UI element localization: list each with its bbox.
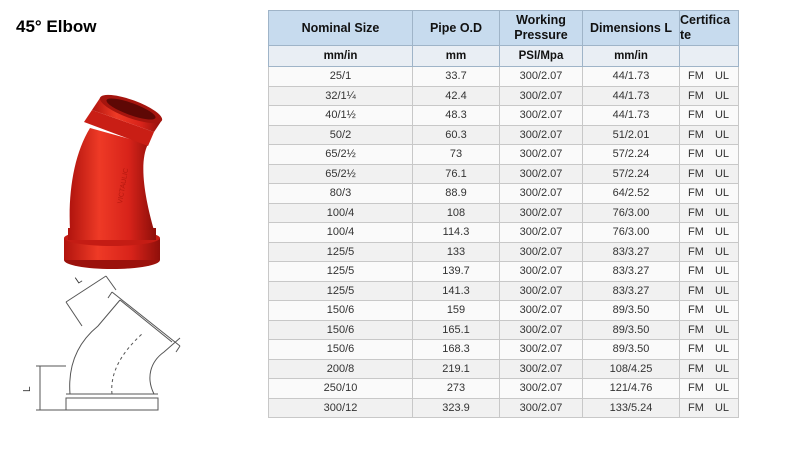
dimensions-cell: 57/2.24 — [583, 145, 680, 165]
working-pressure-cell: 300/2.07 — [500, 301, 583, 321]
table-header-row — [269, 11, 739, 46]
header-dimensions: Dimensions L — [583, 11, 680, 46]
nominal-size-cell: 32/1¼ — [269, 86, 413, 106]
certificate-cell: FM UL — [680, 281, 739, 301]
nominal-size-cell: 40/1½ — [269, 106, 413, 126]
working-pressure-cell: 300/2.07 — [500, 281, 583, 301]
dimensions-cell: 83/3.27 — [583, 281, 680, 301]
nominal-size-cell: 25/1 — [269, 67, 413, 87]
certificate-cell: FM UL — [680, 184, 739, 204]
table-row — [269, 242, 739, 262]
nominal-size-cell: 125/5 — [269, 262, 413, 282]
header-certificate-text: Certifica te — [680, 13, 731, 42]
pipe-od-cell: 114.3 — [413, 223, 500, 243]
nominal-size-cell: 150/6 — [269, 320, 413, 340]
unit-pipe-od: mm — [413, 46, 500, 67]
working-pressure-cell: 300/2.07 — [500, 340, 583, 360]
working-pressure-cell: 300/2.07 — [500, 145, 583, 165]
dimensions-cell: 133/5.24 — [583, 398, 680, 418]
page-title: 45° Elbow — [16, 17, 97, 36]
header-nominal-size: Nominal Size — [269, 11, 413, 46]
dimensions-cell: 83/3.27 — [583, 262, 680, 282]
table-row — [269, 203, 739, 223]
header-working-pressure-text: Working Pressure — [514, 13, 568, 42]
pipe-od-cell: 88.9 — [413, 184, 500, 204]
certificate-cell: FM UL — [680, 301, 739, 321]
pipe-od-cell: 219.1 — [413, 359, 500, 379]
table-row — [269, 106, 739, 126]
pipe-od-cell: 323.9 — [413, 398, 500, 418]
nominal-size-cell: 65/2½ — [269, 145, 413, 165]
svg-text:VICTAULIC: VICTAULIC — [117, 167, 131, 205]
certificate-cell: FM UL — [680, 320, 739, 340]
nominal-size-cell: 100/4 — [269, 223, 413, 243]
nominal-size-cell: 125/5 — [269, 242, 413, 262]
certificate-cell: FM UL — [680, 106, 739, 126]
specification-table — [268, 10, 739, 418]
working-pressure-cell: 300/2.07 — [500, 106, 583, 126]
certificate-cell: FM UL — [680, 164, 739, 184]
pipe-od-cell: 42.4 — [413, 86, 500, 106]
certificate-cell: FM UL — [680, 203, 739, 223]
nominal-size-cell: 100/4 — [269, 203, 413, 223]
certificate-cell: FM UL — [680, 145, 739, 165]
header-working-pressure — [500, 11, 583, 46]
dimensions-cell: 57/2.24 — [583, 164, 680, 184]
nominal-size-cell: 65/2½ — [269, 164, 413, 184]
nominal-size-cell: 125/5 — [269, 281, 413, 301]
dimension-label-diagonal: L — [73, 274, 85, 287]
nominal-size-cell: 300/12 — [269, 398, 413, 418]
working-pressure-cell: 300/2.07 — [500, 184, 583, 204]
elbow-photo — [50, 92, 180, 272]
working-pressure-cell: 300/2.07 — [500, 125, 583, 145]
pipe-od-cell: 141.3 — [413, 281, 500, 301]
pipe-od-cell: 48.3 — [413, 106, 500, 126]
certificate-cell: FM UL — [680, 262, 739, 282]
pipe-od-cell: 108 — [413, 203, 500, 223]
pipe-od-cell: 159 — [413, 301, 500, 321]
table-row — [269, 301, 739, 321]
working-pressure-cell: 300/2.07 — [500, 262, 583, 282]
table-row — [269, 281, 739, 301]
working-pressure-cell: 300/2.07 — [500, 359, 583, 379]
working-pressure-cell: 300/2.07 — [500, 67, 583, 87]
dimensions-cell: 108/4.25 — [583, 359, 680, 379]
certificate-cell: FM UL — [680, 86, 739, 106]
nominal-size-cell: 50/2 — [269, 125, 413, 145]
unit-nominal-size: mm/in — [269, 46, 413, 67]
pipe-od-cell: 133 — [413, 242, 500, 262]
unit-certificate — [680, 46, 739, 67]
table-row — [269, 125, 739, 145]
table-row — [269, 379, 739, 399]
dimension-label-vertical: L — [22, 386, 33, 392]
table-row — [269, 359, 739, 379]
certificate-cell: FM UL — [680, 398, 739, 418]
table-row — [269, 145, 739, 165]
dimensions-cell: 44/1.73 — [583, 67, 680, 87]
certificate-cell: FM UL — [680, 67, 739, 87]
table-row — [269, 320, 739, 340]
working-pressure-cell: 300/2.07 — [500, 320, 583, 340]
nominal-size-cell: 80/3 — [269, 184, 413, 204]
table-row — [269, 223, 739, 243]
certificate-cell: FM UL — [680, 223, 739, 243]
certificate-cell: FM UL — [680, 359, 739, 379]
table-units-row — [269, 46, 739, 67]
working-pressure-cell: 300/2.07 — [500, 398, 583, 418]
table-row — [269, 67, 739, 87]
working-pressure-cell: 300/2.07 — [500, 242, 583, 262]
pipe-od-cell: 139.7 — [413, 262, 500, 282]
dimensions-cell: 76/3.00 — [583, 223, 680, 243]
pipe-od-cell: 165.1 — [413, 320, 500, 340]
nominal-size-cell: 150/6 — [269, 340, 413, 360]
nominal-size-cell: 150/6 — [269, 301, 413, 321]
header-pipe-od: Pipe O.D — [413, 11, 500, 46]
working-pressure-cell: 300/2.07 — [500, 379, 583, 399]
table-row — [269, 262, 739, 282]
pipe-od-cell: 168.3 — [413, 340, 500, 360]
dimensions-cell: 76/3.00 — [583, 203, 680, 223]
table-row — [269, 86, 739, 106]
dimensions-cell: 89/3.50 — [583, 340, 680, 360]
dimensions-cell: 83/3.27 — [583, 242, 680, 262]
table-body — [269, 67, 739, 418]
header-certificate — [680, 11, 739, 46]
certificate-cell: FM UL — [680, 379, 739, 399]
dimensions-cell: 121/4.76 — [583, 379, 680, 399]
working-pressure-cell: 300/2.07 — [500, 223, 583, 243]
table-row — [269, 184, 739, 204]
pipe-od-cell: 76.1 — [413, 164, 500, 184]
pipe-od-cell: 33.7 — [413, 67, 500, 87]
dimensions-cell: 44/1.73 — [583, 106, 680, 126]
nominal-size-cell: 250/10 — [269, 379, 413, 399]
certificate-cell: FM UL — [680, 340, 739, 360]
certificate-cell: FM UL — [680, 242, 739, 262]
nominal-size-cell: 200/8 — [269, 359, 413, 379]
pipe-od-cell: 273 — [413, 379, 500, 399]
pipe-od-cell: 73 — [413, 145, 500, 165]
table-row — [269, 340, 739, 360]
unit-dimensions: mm/in — [583, 46, 680, 67]
elbow-dimension-drawing — [20, 270, 190, 440]
dimensions-cell: 51/2.01 — [583, 125, 680, 145]
unit-working-pressure: PSI/Mpa — [500, 46, 583, 67]
dimensions-cell: 64/2.52 — [583, 184, 680, 204]
dimensions-cell: 89/3.50 — [583, 301, 680, 321]
working-pressure-cell: 300/2.07 — [500, 203, 583, 223]
certificate-cell: FM UL — [680, 125, 739, 145]
dimensions-cell: 44/1.73 — [583, 86, 680, 106]
dimensions-cell: 89/3.50 — [583, 320, 680, 340]
working-pressure-cell: 300/2.07 — [500, 164, 583, 184]
table-row — [269, 398, 739, 418]
working-pressure-cell: 300/2.07 — [500, 86, 583, 106]
table-row — [269, 164, 739, 184]
pipe-od-cell: 60.3 — [413, 125, 500, 145]
